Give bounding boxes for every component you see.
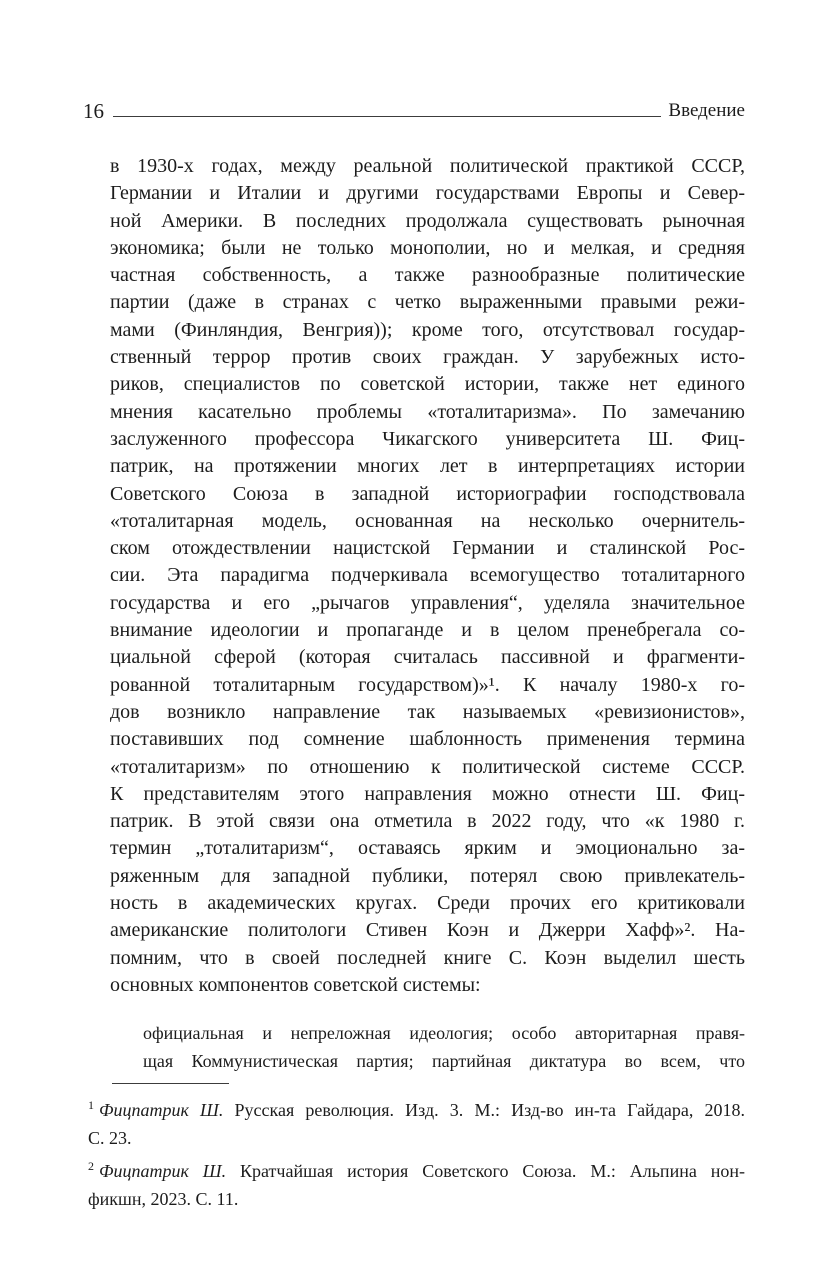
block-quote xyxy=(143,1019,745,1075)
body-line: ной Америки. В последних продолжала существовать рыночная xyxy=(110,209,745,232)
body-line: сии. Эта парадигма подчеркивала всемогущество тоталитарного xyxy=(110,564,745,587)
body-line: ность в академических кругах. Среди прочих его критиковали xyxy=(110,892,745,915)
body-text xyxy=(110,153,745,999)
body-line: ственный террор против своих граждан. У зарубежных исто- xyxy=(110,346,745,369)
body-line: ряженным для западной публики, потерял свою привлекатель- xyxy=(110,864,745,887)
body-line: Германии и Италии и другими государствами Европы и Север- xyxy=(110,182,745,205)
page-number: 16 xyxy=(83,99,104,123)
body-line: К представителям этого направления можно отнести Ш. Фиц- xyxy=(110,782,745,805)
body-line: патрик, на протяжении многих лет в интерпретациях истории xyxy=(110,455,745,478)
body-line: американские политологи Стивен Коэн и Джерри Хафф»². На- xyxy=(110,919,745,942)
footnote-area xyxy=(88,1083,745,1213)
header-rule xyxy=(113,116,661,117)
footnote-author: Фицпатрик Ш. xyxy=(99,1100,224,1120)
body-line: «тоталитаризм» по отношению к политической системе СССР. xyxy=(110,755,745,778)
footnote-first-line xyxy=(88,1152,745,1185)
body-line: поставивших под сомнение шаблонность применения термина xyxy=(110,728,745,751)
footnote-continuation: С. 23. xyxy=(88,1128,132,1148)
body-line: мами (Финляндия, Венгрия)); кроме того, отсутствовал государ- xyxy=(110,318,745,341)
body-line: в 1930-х годах, между реальной политической практикой СССР, xyxy=(110,155,745,177)
body-line: ском отождествлении нацистской Германии и сталинской Рос- xyxy=(110,537,745,560)
running-head xyxy=(83,100,745,122)
body-line: государства и его „рычагов управления“, уделяла значительное xyxy=(110,591,745,614)
section-title: Введение xyxy=(668,100,745,121)
footnote-marker: 1 xyxy=(88,1098,94,1112)
body-line: помним, что в своей последней книге С. Коэн выделил шесть xyxy=(110,946,745,969)
body-line: термин „тоталитаризм“, оставаясь ярким и эмоционально за- xyxy=(110,837,745,860)
footnote-marker: 2 xyxy=(88,1159,94,1173)
body-line: рованной тоталитарным государством)»¹. К началу 1980-х го- xyxy=(110,673,745,696)
body-line: патрик. В этой связи она отметила в 2022 году, что «к 1980 г. xyxy=(110,810,745,833)
footnote xyxy=(88,1091,745,1152)
body-line: мнения касательно проблемы «тоталитаризма». По замечанию xyxy=(110,400,745,423)
body-line: риков, специалистов по советской истории, также нет единого xyxy=(110,373,745,396)
body-line: «тоталитарная модель, основанная на несколько очернитель- xyxy=(110,509,745,532)
footnote-text: Кратчайшая история Советского Союза. М.: Альпина нон- xyxy=(240,1161,745,1181)
body-line: частная собственность, а также разнообразные политические xyxy=(110,264,745,287)
body-line: Советского Союза в западной историографии господствовала xyxy=(110,482,745,505)
footnote xyxy=(88,1152,745,1213)
footnote-continuation: фикшн, 2023. С. 11. xyxy=(88,1189,239,1209)
body-line: партии (даже в странах с четко выраженными правыми режи- xyxy=(110,291,745,314)
body-line: внимание идеологии и пропаганде и в целом пренебрегала со- xyxy=(110,619,745,642)
body-line: основных компонентов советской системы: xyxy=(110,973,481,996)
body-line: дов возникло направление так называемых «ревизионистов», xyxy=(110,700,745,723)
body-line: циальной сферой (которая считалась пассивной и фрагменти- xyxy=(110,646,745,669)
footnote-separator xyxy=(112,1083,229,1084)
footnote-first-line xyxy=(88,1091,745,1124)
footnote-author: Фицпатрик Ш. xyxy=(99,1161,227,1181)
quote-line: щая Коммунистическая партия; партийная диктатура во всем, что xyxy=(143,1051,745,1071)
quote-line: официальная и непреложная идеология; особо авторитарная правя- xyxy=(143,1023,745,1043)
body-line: заслуженного профессора Чикагского университета Ш. Фиц- xyxy=(110,427,745,450)
footnote-text: Русская революция. Изд. 3. М.: Изд-во ин-та Гайдара, 2018. xyxy=(234,1100,745,1120)
body-line: экономика; были не только монополии, но и мелкая, и средняя xyxy=(110,236,745,259)
